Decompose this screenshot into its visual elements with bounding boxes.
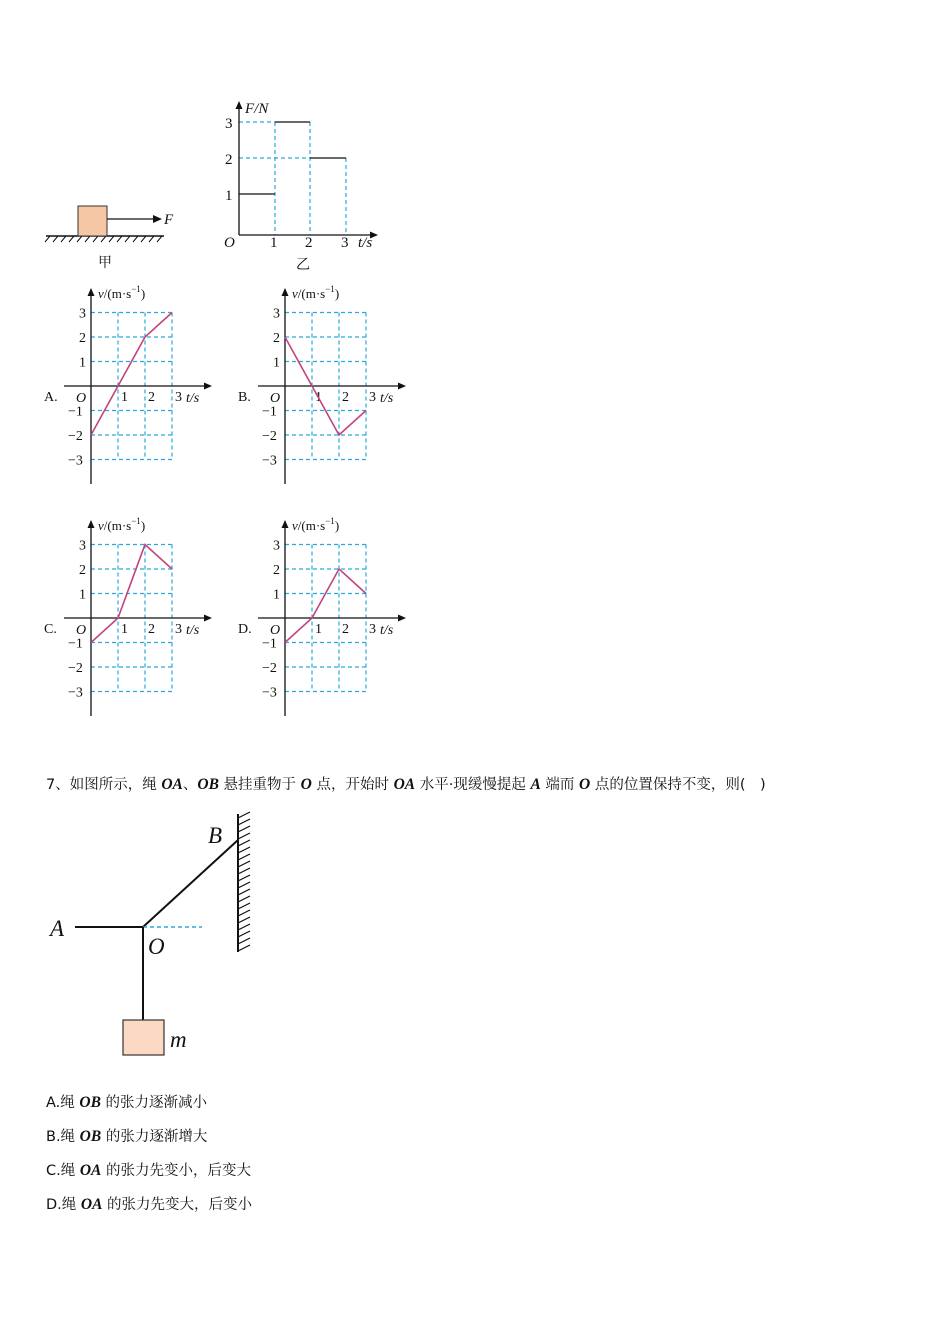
question-7-text: 7、如图所示，绳 OA、OB 悬挂重物于 O 点，开始时 OA 水平·现缓慢提起 A 端而 O 点的位置保持不变，则( ) [46,776,766,793]
vt-origin: O [270,391,281,406]
vt-ytick: 3 [79,538,86,554]
option-letter: B. [238,390,251,405]
ft-ytick-1: 1 [225,188,233,204]
vt-curve [285,569,366,643]
x-axis-arrow [204,383,212,390]
vt-xlabel: t/s [186,391,200,406]
vt-graph-option-b [234,282,409,492]
vt-ytick: −3 [68,453,83,469]
rope-OB [143,840,238,927]
vt-ytick: 1 [273,587,280,603]
vt-graph-option-a [40,282,215,492]
force-arrow [107,215,162,223]
caption-jia: 甲 [98,256,112,271]
vt-xlabel: t/s [380,623,394,638]
ft-ytick-2: 2 [225,152,233,168]
vt-xtick: 2 [148,390,155,405]
ft-xlabel: t/s [358,235,373,251]
wall [238,812,250,952]
x-axis-arrow [398,383,406,390]
vt-ytick: 2 [273,563,280,578]
vt-ylabel: $v/(m\cdot s^{-1})$ [292,284,340,301]
x-axis-arrow [398,615,406,622]
label-m: m [170,1027,187,1052]
ground-surface [45,236,164,242]
mass-block [123,1020,164,1055]
ft-ylabel: F/N [245,101,269,117]
force-label: F [164,212,174,228]
vt-ytick: −2 [68,429,83,444]
ft-ytick-3: 3 [225,116,233,132]
vt-ytick: 2 [273,331,280,346]
y-axis-arrow [88,288,95,296]
vt-ytick: −1 [262,404,277,420]
vt-xtick: 3 [175,390,182,405]
vt-curve [91,545,172,643]
vt-graph-option-d [234,514,409,724]
vt-origin: O [76,623,87,638]
question-number: 7、 [46,777,70,793]
vt-xlabel: t/s [186,623,200,638]
vt-xlabel: t/s [380,391,394,406]
ft-xtick-1: 1 [270,235,278,251]
vt-graph-option-c [40,514,215,724]
vt-xtick: 1 [315,390,322,405]
vt-xtick: 2 [342,390,349,405]
answer-option-a[interactable]: A.绳 OB 的张力逐渐减小 [46,1094,208,1111]
vt-ytick: 2 [79,331,86,346]
vt-xtick: 3 [369,622,376,637]
vt-ytick: −1 [68,636,83,652]
vt-ytick: −3 [262,685,277,701]
vt-ytick: −2 [262,429,277,444]
ft-xtick-2: 2 [305,235,313,251]
vt-origin: O [270,623,281,638]
vt-ylabel: $v/(m\cdot s^{-1})$ [292,516,340,533]
vt-xtick: 1 [121,390,128,405]
y-axis-arrow [282,288,289,296]
figure-rope-setup [40,808,280,1063]
answer-option-b[interactable]: B.绳 OB 的张力逐渐增大 [46,1128,208,1145]
label-A: A [50,916,65,941]
option-letter: A. [44,390,58,405]
vt-xtick: 2 [342,622,349,637]
y-axis-arrow [282,520,289,528]
vt-ytick: 2 [79,563,86,578]
option-letter: D. [238,622,252,637]
vt-ytick: 1 [79,587,86,603]
vt-origin: O [76,391,87,406]
vt-ytick: 1 [79,355,86,371]
y-axis-arrow [88,520,95,528]
x-axis-arrow [204,615,212,622]
vt-ytick: −3 [68,685,83,701]
answer-option-c[interactable]: C.绳 OA 的张力先变小，后变大 [46,1162,251,1179]
ft-origin: O [224,235,235,251]
vt-xtick: 3 [175,622,182,637]
ft-xtick-3: 3 [341,235,349,251]
vt-ytick: 3 [273,538,280,554]
label-O: O [148,934,165,959]
vt-ytick: 1 [273,355,280,371]
vt-ytick: −3 [262,453,277,469]
vt-ytick: −1 [262,636,277,652]
vt-ytick: 3 [79,306,86,322]
caption-yi: 乙 [296,258,310,273]
figure-force-setup [40,95,400,275]
vt-ytick: −1 [68,404,83,420]
vt-curve [91,313,172,436]
block [78,206,107,236]
ft-graph [224,101,378,273]
vt-ytick: −2 [68,661,83,676]
vt-xtick: 3 [369,390,376,405]
answer-option-d[interactable]: D.绳 OA 的张力先变大，后变小 [46,1196,253,1213]
vt-ylabel: $v/(m\cdot s^{-1})$ [98,516,146,533]
vt-ylabel: $v/(m\cdot s^{-1})$ [98,284,146,301]
option-letter: C. [44,622,57,637]
vt-xtick: 1 [315,622,322,637]
vt-xtick: 2 [148,622,155,637]
vt-ytick: −2 [262,661,277,676]
label-B: B [208,823,223,848]
vt-ytick: 3 [273,306,280,322]
vt-xtick: 1 [121,622,128,637]
